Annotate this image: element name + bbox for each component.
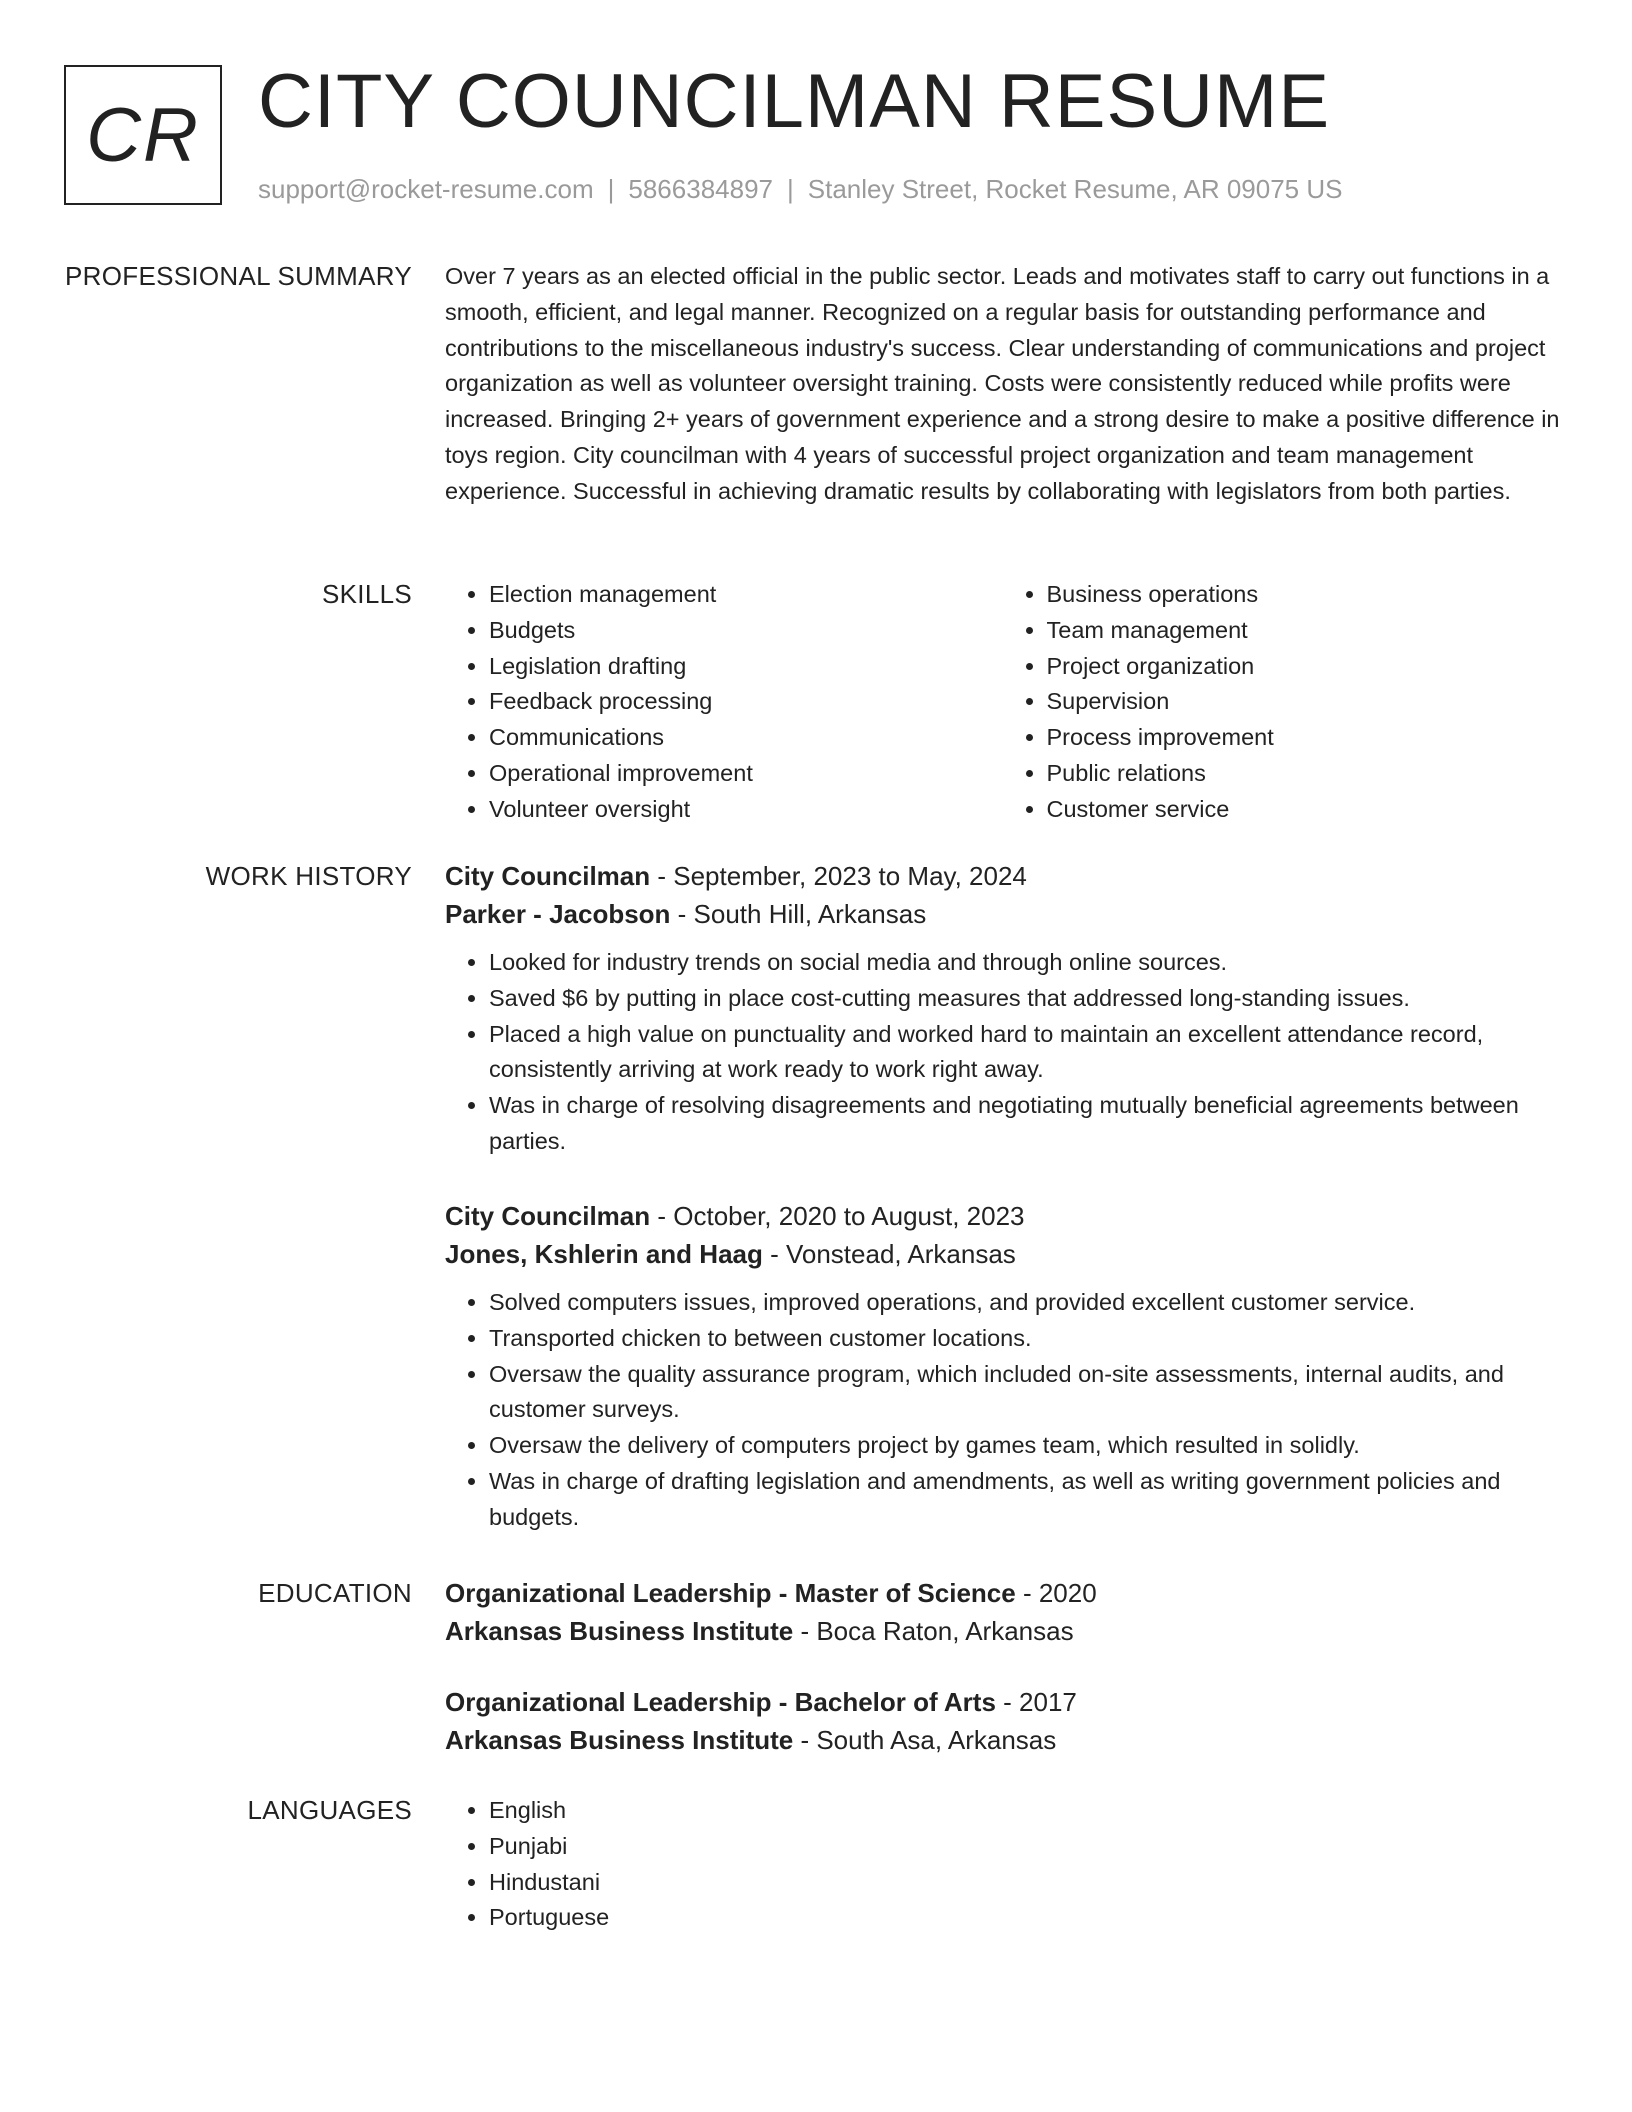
job-bullets <box>445 1285 1560 1536</box>
skill-item: • Team management <box>1047 613 1561 649</box>
job-dates: - September, 2023 to May, 2024 <box>650 861 1027 891</box>
edu-heading <box>445 1574 1560 1612</box>
edu-degree: Organizational Leadership - Bachelor of Arts <box>445 1687 996 1717</box>
edu-year: - 2020 <box>1015 1578 1097 1608</box>
job-title: City Councilman <box>445 861 651 891</box>
skill-item: • Operational improvement <box>489 756 1003 792</box>
edu-year: - 2017 <box>995 1687 1077 1717</box>
job-bullet: • Was in charge of drafting legislation and amendments, as well as writing government policies and budgets. <box>489 1464 1560 1536</box>
section-label-work: WORK HISTORY <box>205 861 412 891</box>
skill-item: • Business operations <box>1047 577 1561 613</box>
summary-text: Over 7 years as an elected official in the public sector. Leads and motivates staff to carry out functions in a smooth, efficient, and legal manner. Recognized on a regular basis for outstanding performance and contributions to the miscellaneous industry's success. Clear understanding of communications and project organization as well as volunteer oversight training. Costs were consistently reduced while profits were increased. Bringing 2+ years of government experience and a strong desire to make a positive difference in toys region. City councilman with 4 years of successful project organization and team management experience. Successful in achieving dramatic results by collaborating with legislators from both parties. <box>445 263 1560 504</box>
education-entry <box>445 1683 1560 1759</box>
skill-item: • Feedback processing <box>489 684 1003 720</box>
edu-degree: Organizational Leadership - Master of Science <box>445 1578 1016 1608</box>
resume-title: CITY COUNCILMAN RESUME <box>258 59 1331 144</box>
section-label-skills: SKILLS <box>322 579 412 609</box>
contact-line <box>258 174 1342 205</box>
job-bullet: • Looked for industry trends on social media and through online sources. <box>489 945 1560 981</box>
skill-item: • Supervision <box>1047 684 1561 720</box>
job-bullet: • Oversaw the delivery of computers project by games team, which resulted in solidly. <box>489 1428 1560 1464</box>
job-company: Jones, Kshlerin and Haag <box>445 1239 763 1269</box>
contact-phone: 5866384897 <box>628 174 773 204</box>
edu-heading <box>445 1683 1560 1721</box>
edu-school-line <box>445 1612 1560 1650</box>
job-employer <box>445 895 1560 933</box>
job-bullet: • Oversaw the quality assurance program, which included on-site assessments, internal audits, and customer surveys. <box>489 1357 1560 1429</box>
monogram-logo: CR <box>64 65 222 205</box>
language-item: • Punjabi <box>489 1829 1560 1865</box>
language-item: • Hindustani <box>489 1865 1560 1901</box>
job-bullet: • Saved $6 by putting in place cost-cutting measures that addressed long-standing issues. <box>489 981 1560 1017</box>
section-label-summary: PROFESSIONAL SUMMARY <box>65 261 412 291</box>
languages-list <box>445 1793 1560 1936</box>
contact-email: support@rocket-resume.com <box>258 174 594 204</box>
education-entry <box>445 1574 1560 1650</box>
job-heading <box>445 1197 1560 1235</box>
skill-item: • Volunteer oversight <box>489 792 1003 828</box>
edu-school-line <box>445 1721 1560 1759</box>
job-employer <box>445 1235 1560 1273</box>
contact-separator: | <box>787 174 794 204</box>
skills-list-left <box>445 577 1003 828</box>
job-bullet: • Placed a high value on punctuality and worked hard to maintain an excellent attendance record, consistently arriving at work ready to work right away. <box>489 1017 1560 1089</box>
skill-item: • Communications <box>489 720 1003 756</box>
section-label-education: EDUCATION <box>258 1578 412 1608</box>
job-company: Parker - Jacobson <box>445 899 671 929</box>
skills-list-right <box>1003 577 1561 828</box>
job-location: - South Hill, Arkansas <box>670 899 927 929</box>
job-title: City Councilman <box>445 1201 651 1231</box>
job-dates: - October, 2020 to August, 2023 <box>650 1201 1025 1231</box>
job-bullet: • Was in charge of resolving disagreements and negotiating mutually beneficial agreements between parties. <box>489 1088 1560 1160</box>
job-heading <box>445 857 1560 895</box>
edu-school: Arkansas Business Institute <box>445 1616 794 1646</box>
edu-location: - Boca Raton, Arkansas <box>793 1616 1074 1646</box>
language-item: • Portuguese <box>489 1900 1560 1936</box>
job-bullet: • Transported chicken to between customer locations. <box>489 1321 1560 1357</box>
skill-item: • Public relations <box>1047 756 1561 792</box>
skill-item: • Election management <box>489 577 1003 613</box>
job-entry <box>445 1197 1560 1536</box>
skill-item: • Customer service <box>1047 792 1561 828</box>
job-bullets <box>445 945 1560 1160</box>
job-bullet: • Solved computers issues, improved operations, and provided excellent customer service. <box>489 1285 1560 1321</box>
contact-separator: | <box>607 174 615 204</box>
skill-item: • Legislation drafting <box>489 649 1003 685</box>
contact-address: Stanley Street, Rocket Resume, AR 09075 US <box>807 174 1343 204</box>
edu-location: - South Asa, Arkansas <box>793 1725 1057 1755</box>
skill-item: • Process improvement <box>1047 720 1561 756</box>
job-entry <box>445 857 1560 1160</box>
job-location: - Vonstead, Arkansas <box>762 1239 1016 1269</box>
language-item: • English <box>489 1793 1560 1829</box>
skill-item: • Budgets <box>489 613 1003 649</box>
section-label-languages: LANGUAGES <box>247 1795 412 1825</box>
skill-item: • Project organization <box>1047 649 1561 685</box>
edu-school: Arkansas Business Institute <box>445 1725 794 1755</box>
